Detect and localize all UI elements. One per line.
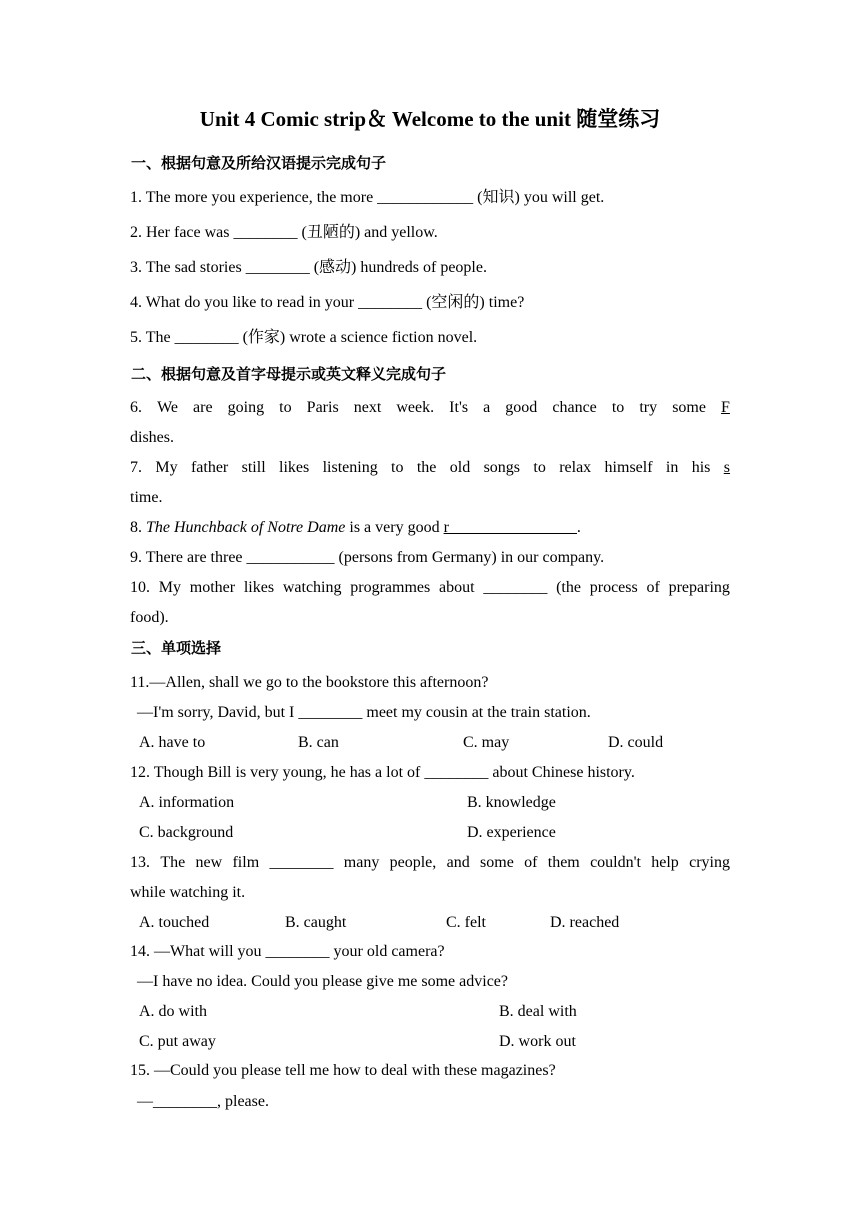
option-c: C. put away xyxy=(139,1033,216,1050)
question-word: listening xyxy=(322,459,378,476)
question-word: a xyxy=(483,399,491,416)
book-title: The Hunchback of Notre Dame xyxy=(146,519,346,536)
question-word: himself xyxy=(604,459,653,476)
question-10 xyxy=(130,577,730,599)
question-text-part: 8. xyxy=(130,519,146,536)
question-word: film xyxy=(232,854,260,871)
question-13-continued: while watching it. xyxy=(130,884,246,901)
question-word: in xyxy=(665,459,679,476)
question-word: mother xyxy=(189,579,236,596)
question-word: We xyxy=(157,399,178,416)
question-9: 9. There are three ___________ (persons from Germany) in our company. xyxy=(130,549,605,566)
question-word: programmes xyxy=(350,579,431,596)
question-15-reply: —________, please. xyxy=(137,1093,269,1110)
question-word: people, xyxy=(389,854,437,871)
question-word: preparing xyxy=(668,579,730,596)
option-d: D. reached xyxy=(550,914,620,931)
option-a: A. touched xyxy=(139,914,210,931)
question-word: going xyxy=(227,399,265,416)
question-10-continued: food). xyxy=(130,609,169,626)
question-word: of xyxy=(646,579,660,596)
question-word: Paris xyxy=(306,399,339,416)
question-5: 5. The ________ (作家) wrote a science fiction novel. xyxy=(130,329,478,346)
question-word: some xyxy=(672,399,706,416)
question-word: old xyxy=(449,459,471,476)
question-word: father xyxy=(190,459,229,476)
question-word: 6. xyxy=(130,399,142,416)
question-2: 2. Her face was ________ (丑陋的) and yellow. xyxy=(130,224,438,241)
question-word: process xyxy=(589,579,638,596)
question-7-continued: time. xyxy=(130,489,163,506)
option-c: C. background xyxy=(139,824,234,841)
question-8 xyxy=(130,517,581,539)
option-c: C. may xyxy=(463,734,510,751)
question-11: 11.—Allen, shall we go to the bookstore this afternoon? xyxy=(130,674,489,691)
option-a: A. do with xyxy=(139,1003,207,1020)
option-a: A. have to xyxy=(139,734,206,751)
question-word: songs xyxy=(483,459,521,476)
question-word: next xyxy=(353,399,382,416)
option-c: C. felt xyxy=(446,914,486,931)
question-word: the xyxy=(416,459,437,476)
page-title: Unit 4 Comic strip＆ Welcome to the unit 随堂练习 xyxy=(199,107,661,131)
question-12: 12. Though Bill is very young, he has a lot of ________ about Chinese history. xyxy=(130,764,635,781)
question-text-part: is a very good xyxy=(345,519,444,536)
question-word: try xyxy=(639,399,658,416)
question-word: to xyxy=(611,399,625,416)
first-letter-hint: s xyxy=(723,459,730,476)
question-14: 14. —What will you ________ your old camera? xyxy=(130,943,445,960)
question-3: 3. The sad stories ________ (感动) hundreds of people. xyxy=(130,259,487,276)
question-word: chance xyxy=(552,399,597,416)
option-b: B. knowledge xyxy=(467,794,556,811)
question-word: to xyxy=(279,399,292,416)
question-word: ________ xyxy=(269,854,334,871)
question-word: about xyxy=(439,579,475,596)
question-word: 13. xyxy=(130,854,150,871)
question-6 xyxy=(130,397,730,419)
first-letter-hint: r________________ xyxy=(443,519,577,536)
section-heading-3: 三、单项选择 xyxy=(131,639,222,657)
option-b: B. deal with xyxy=(499,1003,577,1020)
question-word: still xyxy=(241,459,266,476)
question-word: of xyxy=(524,854,538,871)
question-13 xyxy=(130,852,730,874)
question-word: are xyxy=(193,399,213,416)
question-word: It's xyxy=(449,399,469,416)
question-word: ________ xyxy=(483,579,548,596)
question-word: likes xyxy=(243,579,275,596)
question-14-reply: —I have no idea. Could you please give me some advice? xyxy=(137,973,508,990)
section-heading-2: 二、根据句意及首字母提示或英文释义完成句子 xyxy=(131,365,447,383)
section-heading-1: 一、根据句意及所给汉语提示完成句子 xyxy=(131,154,387,172)
question-word: My xyxy=(158,579,181,596)
question-word: and xyxy=(446,854,470,871)
question-word: (the xyxy=(556,579,581,596)
question-word: couldn't xyxy=(590,854,641,871)
question-word: new xyxy=(195,854,223,871)
question-word: crying xyxy=(689,854,730,871)
question-word: some xyxy=(480,854,514,871)
question-word: to xyxy=(533,459,546,476)
question-word: week. xyxy=(396,399,435,416)
question-word: them xyxy=(547,854,580,871)
question-text-part: . xyxy=(576,519,581,536)
question-11-reply: —I'm sorry, David, but I ________ meet my cousin at the train station. xyxy=(137,704,591,721)
option-b: B. can xyxy=(298,734,339,751)
first-letter-hint: F xyxy=(721,399,730,416)
question-word: 7. xyxy=(130,459,142,476)
question-7 xyxy=(130,457,730,479)
option-d: D. work out xyxy=(499,1033,576,1050)
question-15: 15. —Could you please tell me how to deal with these magazines? xyxy=(130,1062,556,1079)
question-word: relax xyxy=(559,459,592,476)
question-1: 1. The more you experience, the more ____________ (知识) you will get. xyxy=(130,189,605,206)
question-word: many xyxy=(343,854,380,871)
option-a: A. information xyxy=(139,794,235,811)
question-word: watching xyxy=(282,579,342,596)
option-d: D. experience xyxy=(467,824,556,841)
question-word: his xyxy=(691,459,711,476)
option-b: B. caught xyxy=(285,914,347,931)
question-word: likes xyxy=(279,459,310,476)
question-4: 4. What do you like to read in your ________ (空闲的) time? xyxy=(130,294,525,311)
question-word: My xyxy=(155,459,178,476)
question-word: good xyxy=(505,399,538,416)
option-d: D. could xyxy=(608,734,664,751)
question-word: to xyxy=(391,459,404,476)
question-word: help xyxy=(651,854,679,871)
question-6-continued: dishes. xyxy=(130,429,174,446)
question-word: The xyxy=(160,854,186,871)
question-word: 10. xyxy=(130,579,150,596)
